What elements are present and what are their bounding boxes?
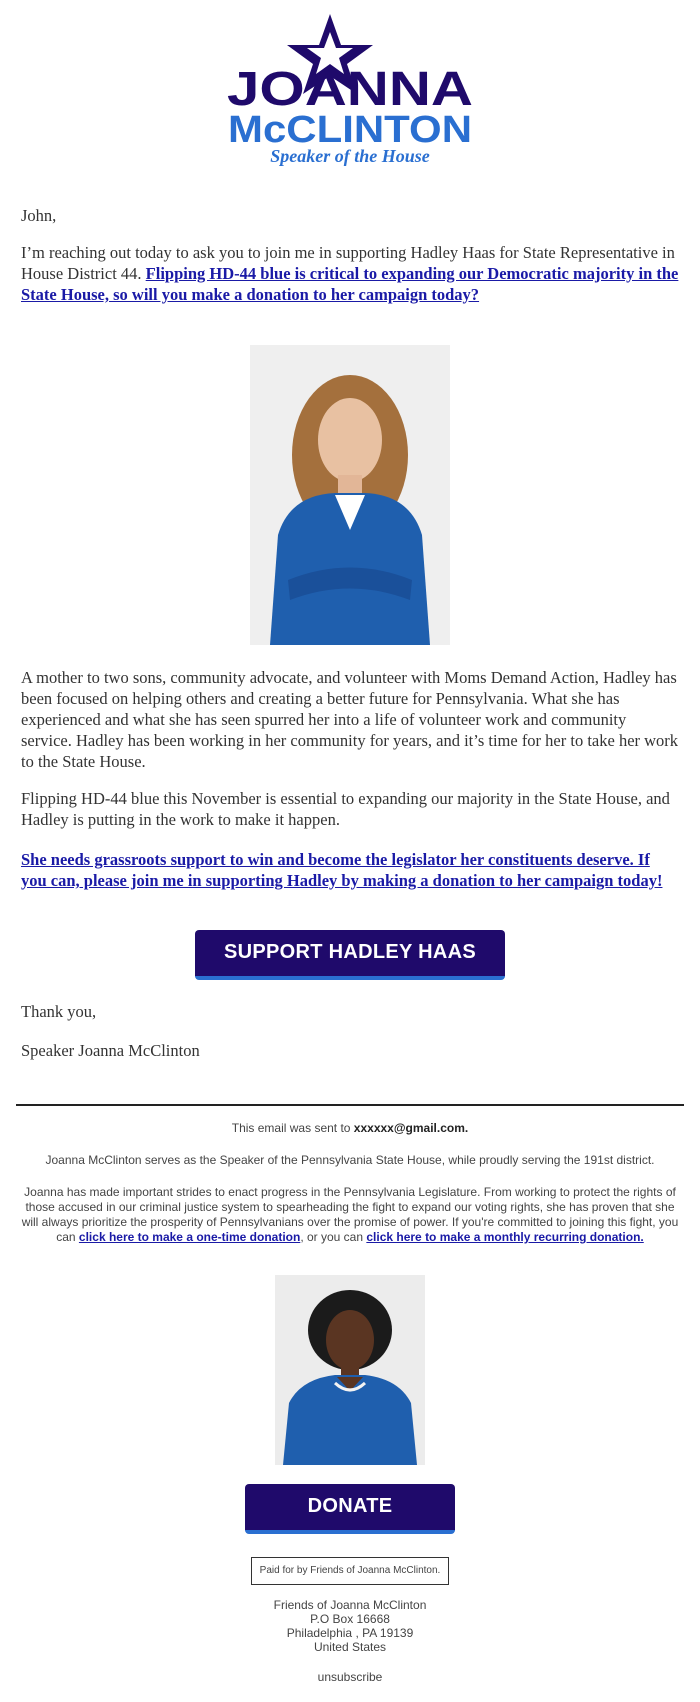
sent-to-line xyxy=(18,1121,682,1136)
address-city: Philadelphia , PA 19139 xyxy=(286,1626,414,1640)
support-hadley-button[interactable]: SUPPORT HADLEY HAAS xyxy=(195,930,505,980)
logo-line2: McCLINTON xyxy=(228,109,472,151)
signature: Speaker Joanna McClinton xyxy=(21,1041,200,1060)
or-text: , or you can xyxy=(300,1230,367,1244)
footer-divider xyxy=(16,1104,684,1106)
speaker-photo xyxy=(275,1275,425,1465)
speaker-portrait-icon xyxy=(275,1275,425,1465)
flip-paragraph: Flipping HD-44 blue this November is essential to expanding our majority in the State House, and Hadley is putting in the work to make it happen. xyxy=(21,789,670,829)
address-country: United States xyxy=(313,1640,387,1654)
sent-to-prefix: This email was sent to xyxy=(231,1121,354,1135)
unsubscribe-link[interactable]: unsubscribe xyxy=(317,1670,383,1684)
intro-donate-link[interactable]: Flipping HD-44 blue is critical to expanding our Democratic majority in the State House, so will you make a donation to her campaign today? xyxy=(21,264,679,304)
address-box: P.O Box 16668 xyxy=(310,1612,390,1626)
ask-donate-link[interactable]: She needs grassroots support to win and become the legislator her constituents deserve. If you can, please join me in supporting Hadley by making a donation to her campaign today! xyxy=(21,850,663,890)
logo-line1: JOANNA xyxy=(227,63,473,116)
sent-to-email: xxxxxx@gmail.com. xyxy=(353,1121,469,1135)
intro-text: I’m reaching out today to ask you to join me in supporting Hadley Haas for State Representative in House District 44. xyxy=(21,243,675,283)
monthly-donation-link[interactable]: click here to make a monthly recurring donation. xyxy=(366,1230,644,1244)
bio-paragraph: A mother to two sons, community advocate, and volunteer with Moms Demand Action, Hadley has been focused on helping others and creating a better future for Pennsylvania. What she has experienced and what she has seen spurred her into a life of volunteer work and community service. Hadley has been working in her community for years, and it’s time for her to take her work to the State House. xyxy=(21,668,679,771)
thanks-text: Thank you, xyxy=(21,1002,97,1021)
strides-paragraph xyxy=(18,1185,682,1245)
one-time-donation-link[interactable]: click here to make a one-time donation xyxy=(78,1230,301,1244)
mailing-address xyxy=(18,1598,682,1654)
intro-paragraph xyxy=(21,242,679,305)
ask-paragraph xyxy=(21,849,679,891)
campaign-logo xyxy=(210,10,490,170)
greeting: John, xyxy=(21,206,57,225)
strides-text: Joanna has made important strides to enact progress in the Pennsylvania Legislature. From working to protect the rights of those accused in our criminal justice system to spearheading the fight to expand our voting rights, she has proven that she will always prioritize the prosperity of Pennsylvanians over the promise of power. If you're committed to joining this fight, you can xyxy=(21,1185,679,1244)
logo-tagline: Speaker of the House xyxy=(270,146,430,166)
candidate-portrait-icon xyxy=(250,345,450,645)
serves-line: Joanna McClinton serves as the Speaker of the Pennsylvania State House, while proudly serving the 191st district. xyxy=(45,1153,655,1167)
donate-button[interactable]: DONATE xyxy=(245,1484,455,1534)
address-org: Friends of Joanna McClinton xyxy=(273,1598,427,1612)
paid-for-disclaimer: Paid for by Friends of Joanna McClinton. xyxy=(251,1557,449,1585)
candidate-photo xyxy=(250,345,450,645)
